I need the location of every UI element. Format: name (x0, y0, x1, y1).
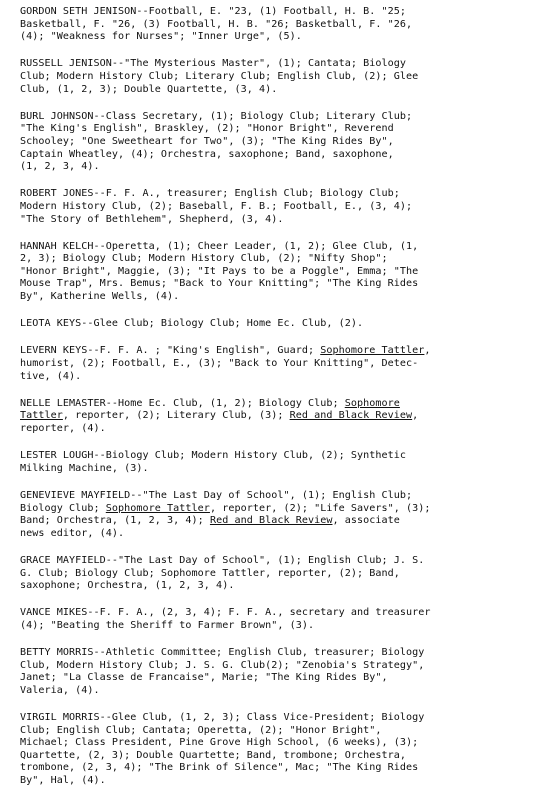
student-entry (20, 58, 523, 96)
entry-line (20, 136, 523, 149)
student-entry (20, 111, 523, 174)
text-run: Mouse Trap", Mrs. Bemus; "Back to Your Knitting"; "The King Rides (20, 278, 419, 290)
text-run: By", Hal, (4). (20, 775, 106, 787)
entry-line (20, 555, 523, 568)
text-run: G. Club; Biology Club; Sophomore Tattler, reporter, (2); Band, (20, 567, 400, 579)
student-entry (20, 555, 523, 593)
entry-line (20, 345, 523, 358)
text-run: LEOTA KEYS--Glee Club; Biology Club; Home Ec. Club, (2). (20, 318, 364, 330)
entry-line (20, 528, 523, 541)
entry-line (20, 463, 523, 476)
entry-line (20, 762, 523, 775)
student-entry (20, 398, 523, 436)
text-run: saxophone; Orchestra, (1, 2, 3, 4). (20, 580, 235, 592)
text-run: , (412, 410, 419, 422)
text-run: VANCE MIKES--F. F. A., (2, 3, 4); F. F. A., secretary and treasurer (20, 607, 431, 619)
entry-line (20, 241, 523, 254)
text-run: (1, 2, 3, 4). (20, 161, 100, 173)
text-run: Captain Wheatley, (4); Orchestra, saxophone; Band, saxophone, (20, 148, 394, 160)
text-run: Michael; Class President, Pine Grove High School, (6 weeks), (3); (20, 737, 419, 749)
student-entry (20, 188, 523, 226)
text-run: , (424, 345, 431, 357)
entry-line (20, 111, 523, 124)
text-run: HANNAH KELCH--Operetta, (1); Cheer Leader, (1, 2); Glee Club, (1, (20, 240, 419, 252)
entry-line (20, 503, 523, 516)
entry-line (20, 725, 523, 738)
entry-line (20, 123, 523, 136)
entry-line (20, 214, 523, 227)
student-entry (20, 450, 523, 475)
entry-line (20, 6, 523, 19)
text-run: , associate (332, 515, 400, 527)
text-run: news editor, (4). (20, 527, 125, 539)
entry-line (20, 201, 523, 214)
entry-line (20, 450, 523, 463)
entry-line (20, 568, 523, 581)
text-run: GRACE MAYFIELD--"The Last Day of School", (1); English Club; J. S. (20, 554, 425, 566)
text-run: , reporter, (2); Literary Club, (3); (62, 410, 290, 422)
entry-line (20, 161, 523, 174)
underlined-title: Tattler (20, 410, 63, 422)
student-entry (20, 318, 523, 331)
text-run: Biology Club; (20, 502, 106, 514)
entry-line (20, 291, 523, 304)
text-run: Valeria, (4). (20, 684, 100, 696)
text-run: Club; English Club; Cantata; Operetta, (2); "Honor Bright", (20, 724, 382, 736)
text-run: Schooley; "One Sweetheart for Two", (3); "The King Rides By", (20, 135, 394, 147)
text-run: humorist, (2); Football, E., (3); "Back to Your Knitting", Detec- (20, 358, 419, 370)
student-entry (20, 490, 523, 540)
entry-line (20, 775, 523, 788)
entry-line (20, 647, 523, 660)
student-entry (20, 6, 523, 44)
student-entry (20, 712, 523, 788)
entry-line (20, 358, 523, 371)
text-run: reporter, (4). (20, 423, 106, 434)
text-run: Modern History Club, (2); Baseball, F. B.; Football, E., (3, 4); (20, 200, 413, 212)
entry-line (20, 580, 523, 593)
text-run: Club, Modern History Club; J. S. G. Club(2); "Zenobia's Strategy", (20, 659, 425, 671)
entry-line (20, 58, 523, 71)
entry-line (20, 490, 523, 503)
text-run: ROBERT JONES--F. F. A., treasurer; English Club; Biology Club; (20, 188, 400, 200)
underlined-title: Red and Black Review (289, 410, 413, 422)
entry-line (20, 737, 523, 750)
text-run: "The Story of Bethlehem", Shepherd, (3, 4). (20, 213, 284, 225)
text-run: Quartette, (2, 3); Double Quartette; Band, trombone; Orchestra, (20, 749, 406, 761)
student-entry (20, 607, 523, 632)
entry-line (20, 31, 523, 44)
entry-line (20, 398, 523, 411)
text-run: GORDON SETH JENISON--Football, E. "23, (1) Football, H. B. "25; (20, 6, 406, 17)
text-run: "The King's English", Braskley, (2); "Honor Bright", Reverend (20, 123, 394, 135)
text-run: tive, (4). (20, 370, 82, 382)
entry-line (20, 423, 523, 436)
entry-line (20, 672, 523, 685)
entry-line (20, 410, 523, 423)
text-run: VIRGIL MORRIS--Glee Club, (1, 2, 3); Class Vice-President; Biology (20, 712, 425, 724)
entry-line (20, 71, 523, 84)
entry-line (20, 750, 523, 763)
text-run: trombone, (2, 3, 4); "The Brink of Silence", Mac; "The King Rides (20, 762, 419, 774)
text-run: "Honor Bright", Maggie, (3); "It Pays to be a Poggle", Emma; "The (20, 265, 419, 277)
entry-line (20, 685, 523, 698)
text-run: LESTER LOUGH--Biology Club; Modern History Club, (2); Synthetic (20, 450, 406, 462)
entry-line (20, 278, 523, 291)
student-entry (20, 241, 523, 304)
text-run: (4); "Weakness for Nurses"; "Inner Urge", (5). (20, 31, 302, 43)
entry-line (20, 712, 523, 725)
underlined-title: Sophomore (344, 397, 400, 409)
entry-line (20, 188, 523, 201)
text-run: Basketball, F. "26, (3) Football, H. B. "26; Basketball, F. "26, (20, 18, 413, 30)
text-run: BETTY MORRIS--Athletic Committee; English Club, treasurer; Biology (20, 647, 425, 659)
student-entry (20, 647, 523, 697)
entry-line (20, 318, 523, 331)
text-run: GENEVIEVE MAYFIELD--"The Last Day of School", (1); English Club; (20, 489, 413, 501)
text-run: 2, 3); Biology Club; Modern History Club, (2); "Nifty Shop"; (20, 253, 388, 265)
entry-line (20, 607, 523, 620)
underlined-title: Sophomore Tattler (105, 502, 210, 514)
text-run: By", Katherine Wells, (4). (20, 291, 180, 303)
entry-line (20, 19, 523, 32)
entry-line (20, 515, 523, 528)
text-run: Club; Modern History Club; Literary Club; English Club, (2); Glee (20, 70, 419, 82)
text-run: Club, (1, 2, 3); Double Quartette, (3, 4). (20, 83, 278, 95)
text-run: NELLE LEMASTER--Home Ec. Club, (1, 2); Biology Club; (20, 397, 345, 409)
entry-line (20, 660, 523, 673)
entry-line (20, 620, 523, 633)
text-run: RUSSELL JENISON--"The Mysterious Master", (1); Cantata; Biology (20, 58, 406, 70)
text-run: Band; Orchestra, (1, 2, 3, 4); (20, 515, 210, 527)
entry-line (20, 266, 523, 279)
underlined-title: Red and Black Review (209, 515, 333, 527)
text-run: (4); "Beating the Sheriff to Farmer Brown", (3). (20, 619, 315, 631)
entry-line (20, 149, 523, 162)
underlined-title: Sophomore Tattler (320, 345, 425, 357)
entry-line (20, 84, 523, 97)
student-entry (20, 345, 523, 383)
entry-line (20, 253, 523, 266)
entry-line (20, 371, 523, 384)
text-run: , reporter, (2); "Life Savers", (3); (209, 502, 431, 514)
text-run: Milking Machine, (3). (20, 462, 149, 474)
text-run: Janet; "La Classe de Francaise", Marie; "The King Rides By", (20, 672, 388, 684)
text-run: LEVERN KEYS--F. F. A. ; "King's English", Guard; (20, 345, 321, 357)
text-run: BURL JOHNSON--Class Secretary, (1); Biology Club; Literary Club; (20, 110, 413, 122)
